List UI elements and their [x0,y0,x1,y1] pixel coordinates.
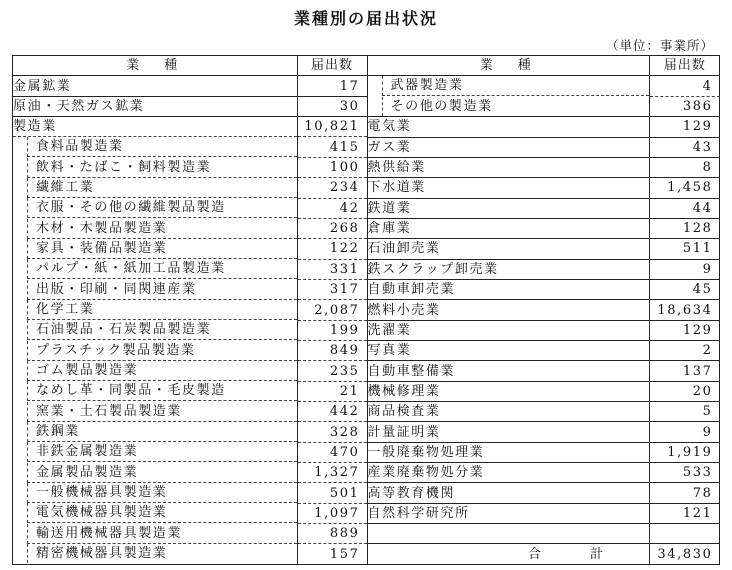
industry-name-text: 輸送用機械器具製造業 [27,524,297,544]
page-title: 業種別の届出状況 [293,9,438,28]
industry-name: ガス業 [368,137,650,157]
count-value: 2 [650,341,720,361]
total-label: 合 計 [368,544,650,564]
count-value: 511 [650,239,720,259]
empty-cell [368,524,650,544]
count-value: 121 [650,503,720,523]
count-value: 42 [297,198,367,218]
table-row [368,300,720,320]
count-value: 1,327 [297,463,367,483]
industry-name-text: 一般機械器具製造業 [27,483,297,503]
industry-name: 原油・天然ガス鉱業 [13,96,297,116]
table-row [368,117,720,137]
industry-name [13,320,297,340]
empty-cell [650,524,720,544]
industry-name: 自動車整備業 [368,361,650,381]
count-value: 199 [297,320,367,340]
count-value: 8 [650,157,720,177]
count-value: 9 [650,259,720,279]
count-value: 268 [297,218,367,238]
count-value: 4 [650,76,720,97]
count-value: 17 [297,76,367,96]
total-count: 34,830 [650,544,720,564]
count-value: 43 [650,137,720,157]
industry-name-text: 武器製造業 [382,76,650,96]
count-value: 18,634 [650,300,720,320]
industry-name [13,239,297,259]
table-row [368,239,720,259]
industry-name-text: 石油製品・石炭製品製造業 [27,320,297,340]
table-row [13,544,367,564]
industry-name: 高等教育機関 [368,483,650,503]
table-row [368,361,720,381]
industry-name-text: 食料品製造業 [27,137,297,157]
industry-name-text: その他の製造業 [382,97,650,116]
industry-name [368,76,650,97]
table-row [13,76,367,96]
industry-name [13,341,297,361]
count-value: 328 [297,422,367,442]
industry-name [13,463,297,483]
table-row [13,157,367,177]
count-value: 442 [297,402,367,422]
industry-name: 一般廃棄物処理業 [368,442,650,462]
count-value: 415 [297,137,367,158]
table-row [368,218,720,238]
industry-name-text: 化学工業 [27,300,297,320]
count-value: 235 [297,361,367,381]
table-row [13,361,367,381]
table-row [13,218,367,238]
count-value: 1,458 [650,178,720,198]
table-row [368,76,720,97]
count-value: 129 [650,320,720,340]
industry-name: 鉄道業 [368,198,650,218]
count-value: 470 [297,442,367,462]
count-value: 317 [297,279,367,299]
table-row [368,463,720,483]
table-row [368,422,720,442]
industry-name: 石油卸売業 [368,239,650,259]
industry-name: 商品検査業 [368,402,650,422]
count-value: 889 [297,524,367,544]
industry-name [13,483,297,503]
industry-name: 計量証明業 [368,422,650,442]
table-row [368,483,720,503]
count-value: 10,821 [297,117,367,137]
header-count: 届出数 [297,56,367,76]
industry-name-text: 金属製品製造業 [27,463,297,483]
count-value: 20 [650,381,720,401]
industry-name: 燃料小売業 [368,300,650,320]
unit-label: （単位：事業所） [605,38,714,53]
industry-name-text: 鉄鋼業 [27,422,297,442]
right-table [368,56,720,564]
industry-table [12,55,720,565]
industry-name: 製造業 [13,117,297,137]
table-row [13,503,367,523]
industry-name: 金属鉱業 [13,76,297,96]
table-row [368,279,720,299]
count-value: 45 [650,279,720,299]
header-industry: 業 種 [368,56,650,76]
industry-name [368,96,650,116]
industry-name: 電気業 [368,117,650,137]
table-row [368,96,720,116]
industry-name [13,137,297,158]
industry-name [13,402,297,422]
table-row [368,503,720,523]
industry-name-text: 木材・木製品製造業 [27,219,297,239]
industry-name-text: なめし革・同製品・毛皮製造 [27,381,297,401]
table-row [368,259,720,279]
count-value: 100 [297,157,367,177]
industry-name [13,157,297,177]
industry-name [13,381,297,401]
table-row [13,279,367,299]
industry-name [13,544,297,564]
table-row [368,198,720,218]
count-value: 1,919 [650,442,720,462]
table-row [13,198,367,218]
industry-name-text: 繊維工業 [27,178,297,198]
header-count: 届出数 [650,56,720,76]
industry-name [13,259,297,279]
industry-name: 写真業 [368,341,650,361]
spacer-row [368,524,720,544]
header-row [368,56,720,76]
industry-name-text: 電気機械器具製造業 [27,503,297,523]
industry-name [13,198,297,218]
count-value: 234 [297,178,367,198]
table-row [13,239,367,259]
count-value: 21 [297,381,367,401]
table-row [13,524,367,544]
table-row [368,442,720,462]
industry-name [13,279,297,299]
industry-name-text: 家具・装備品製造業 [27,239,297,259]
industry-name: 下水道業 [368,178,650,198]
count-value: 501 [297,483,367,503]
industry-name [13,218,297,238]
industry-name: 熱供給業 [368,157,650,177]
industry-name: 洗濯業 [368,320,650,340]
industry-name: 倉庫業 [368,218,650,238]
industry-name: 鉄スクラップ卸売業 [368,259,650,279]
industry-name [13,300,297,320]
count-value: 122 [297,239,367,259]
header-industry: 業 種 [13,56,297,76]
table-row [368,320,720,340]
table-row [368,402,720,422]
industry-name: 産業廃棄物処分業 [368,463,650,483]
count-value: 5 [650,402,720,422]
left-table [13,56,368,564]
industry-name-text: 衣服・その他の繊維製品製造 [27,198,297,218]
count-value: 157 [297,544,367,564]
industry-name-text: 精密機械器具製造業 [27,544,297,563]
table-row [13,117,367,137]
table-row [13,422,367,442]
count-value: 849 [297,341,367,361]
table-row [13,137,367,158]
header-row [13,56,367,76]
table-row [13,320,367,340]
industry-name: 機械修理業 [368,381,650,401]
industry-name [13,178,297,198]
industry-name [13,361,297,381]
count-value: 533 [650,463,720,483]
count-value: 1,097 [297,503,367,523]
table-row [13,341,367,361]
count-value: 2,087 [297,300,367,320]
industry-name-text: 非鉄金属製造業 [27,442,297,462]
table-row [13,402,367,422]
industry-name: 自動車卸売業 [368,279,650,299]
industry-name-text: パルプ・紙・紙加工品製造業 [27,259,297,279]
table-row [13,178,367,198]
table-row [13,300,367,320]
count-value: 128 [650,218,720,238]
count-value: 78 [650,483,720,503]
industry-name [13,503,297,523]
industry-name [13,422,297,442]
table-row [368,341,720,361]
industry-name-text: 窯業・土石製品製造業 [27,402,297,422]
count-value: 9 [650,422,720,442]
table-row [13,96,367,116]
table-row [13,483,367,503]
count-value: 137 [650,361,720,381]
table-row [13,463,367,483]
industry-name [13,524,297,544]
count-value: 44 [650,198,720,218]
count-value: 30 [297,96,367,116]
industry-name [13,442,297,462]
count-value: 331 [297,259,367,279]
industry-name-text: プラスチック製品製造業 [27,341,297,361]
table-row [13,259,367,279]
industry-name: 自然科学研究所 [368,503,650,523]
industry-name-text: ゴム製品製造業 [27,361,297,381]
table-row [13,442,367,462]
count-value: 129 [650,117,720,137]
industry-name-text: 出版・印刷・同関連産業 [27,280,297,300]
count-value: 386 [650,96,720,116]
table-row [13,381,367,401]
table-row [368,137,720,157]
total-row [368,544,720,564]
industry-name-text: 飲料・たばこ・飼料製造業 [27,158,297,178]
table-row [368,178,720,198]
table-row [368,381,720,401]
table-row [368,157,720,177]
